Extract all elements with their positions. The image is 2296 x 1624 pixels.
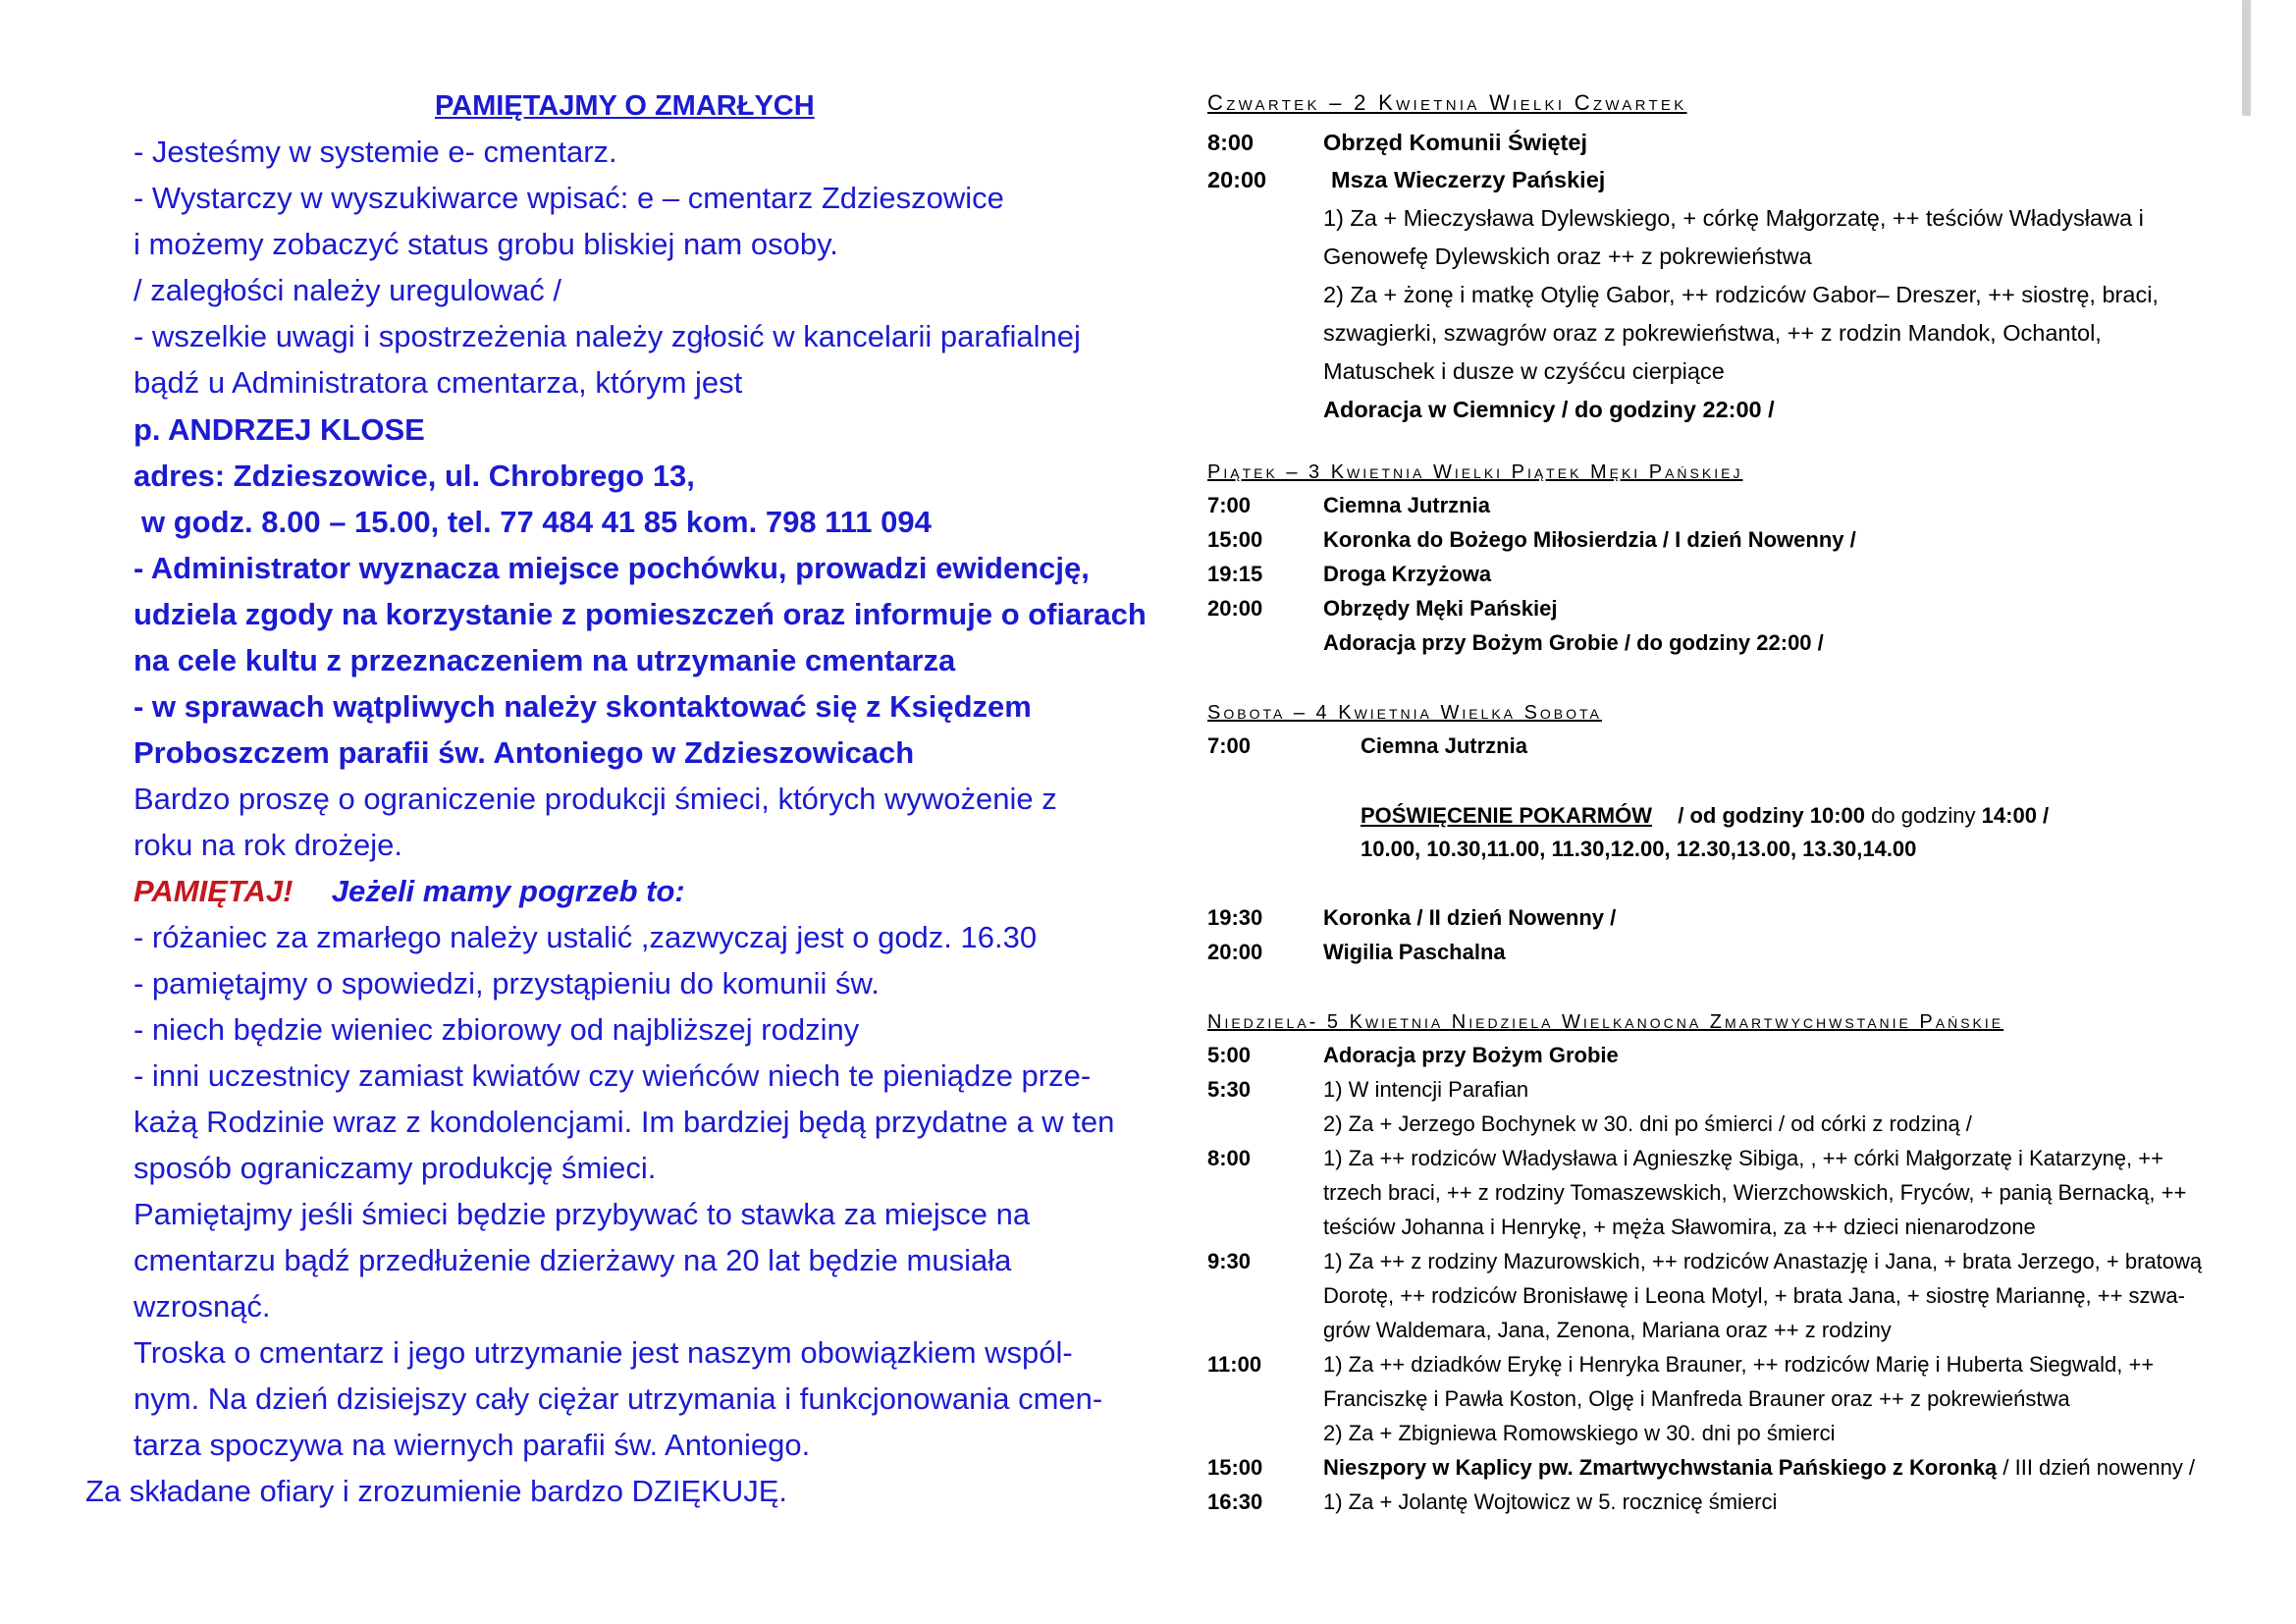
text-line: sposób ograniczamy produkcję śmieci. — [133, 1151, 657, 1185]
time: 19:15 — [1207, 562, 1263, 586]
time: 11:00 — [1207, 1352, 1262, 1377]
time: 15:00 — [1207, 1455, 1263, 1480]
text-line: - różaniec za zmarłego należy ustalić ,zazwyczaj jest o godz. 16.30 — [133, 920, 1038, 954]
vertical-scrollbar[interactable] — [2242, 0, 2251, 116]
text-line: bądź u Administratora cmentarza, którym jest — [133, 365, 743, 400]
intention: Dorotę, ++ rodziców Bronisławę i Leona Motyl, + brata Jana, + siostrę Mariannę, ++ szwa- — [1323, 1283, 2185, 1308]
event: Obrzędy Męki Pańskiej — [1323, 596, 1558, 621]
text-line: Pamiętajmy jeśli śmieci będzie przybywać to stawka za miejsce na — [133, 1197, 1031, 1231]
text-line: każą Rodzinie wraz z kondolencjami. Im bardziej będą przydatne a w ten — [133, 1105, 1115, 1139]
text-line: i możemy zobaczyć status grobu bliskiej nam osoby. — [133, 227, 838, 261]
intention: Genowefę Dylewskich oraz ++ z pokrewieństwa — [1323, 244, 1812, 269]
pamietaj-line — [133, 872, 685, 911]
text-line: Troska o cmentarz i jego utrzymanie jest naszym obowiązkiem wspól- — [133, 1335, 1073, 1370]
blessing-times: 10.00, 10.30,11.00, 11.30,12.00, 12.30,13.00, 13.30,14.00 — [1361, 837, 1917, 861]
event: Droga Krzyżowa — [1323, 562, 1492, 586]
intention: 2) Za + Zbigniewa Romowskiego w 30. dni po śmierci — [1323, 1421, 1836, 1445]
time: 9:30 — [1207, 1249, 1252, 1273]
time: 15:00 — [1207, 527, 1263, 552]
blessing-line — [1361, 801, 2049, 831]
pamietaj-text: Jeżeli mamy pogrzeb to: — [331, 874, 685, 908]
blessing-from: / od godziny — [1678, 803, 1804, 828]
text-line: - w sprawach wątpliwych należy skontaktować się z Księdzem — [133, 689, 1032, 724]
text-line: - Wystarczy w wyszukiwarce wpisać: e – cmentarz Zdzieszowice — [133, 181, 1004, 215]
intention: trzech braci, ++ z rodziny Tomaszewskich, Wierzchowskich, Fryców, + panią Bernacką, ++ — [1323, 1180, 2187, 1205]
administrator-name: p. ANDRZEJ KLOSE — [133, 412, 425, 447]
text-line: Bardzo proszę o ograniczenie produkcji śmieci, których wywożenie z — [133, 782, 1057, 816]
schedule-column — [1207, 0, 2287, 1624]
section-title-friday: Piątek – 3 Kwietnia Wielki Piątek Męki Pańskiej — [1207, 461, 1743, 483]
text-line: - wszelkie uwagi i spostrzeżenia należy zgłosić w kancelarii parafialnej — [133, 319, 1081, 353]
intention: Franciszkę i Pawła Koston, Olgę i Manfreda Brauner oraz ++ z pokrewieństwa — [1323, 1386, 2070, 1411]
text-line: - pamiętajmy o spowiedzi, przystąpieniu do komunii św. — [133, 966, 880, 1001]
intention: 1) Za ++ dziadków Erykę i Henryka Brauner, ++ rodziców Marię i Huberta Siegwald, ++ — [1323, 1352, 2155, 1377]
section-title-thursday: Czwartek – 2 Kwietnia Wielki Czwartek — [1207, 90, 1687, 115]
blessing-label: POŚWIĘCENIE POKARMÓW — [1361, 803, 1653, 828]
event: Adoracja w Ciemnicy / do godziny 22:00 / — [1323, 397, 1775, 422]
intention: 1) Za + Jolantę Wojtowicz w 5. rocznicę śmierci — [1323, 1489, 1778, 1514]
time: 7:00 — [1207, 733, 1252, 758]
event: Msza Wieczerzy Pańskiej — [1331, 167, 1606, 192]
closing-line: Za składane ofiary i zrozumienie bardzo DZIĘKUJĘ. — [85, 1474, 788, 1508]
event-vespers — [1323, 1453, 2195, 1483]
section-title-saturday: Sobota – 4 Kwietnia Wielka Sobota — [1207, 702, 1602, 724]
page-title: PAMIĘTAJMY O ZMARŁYCH — [435, 90, 815, 122]
intention: 2) Za + żonę i matkę Otylię Gabor, ++ rodziców Gabor– Dreszer, ++ siostrę, braci, — [1323, 282, 2159, 307]
intention: 1) Za ++ rodziców Władysława i Agnieszkę Sibiga, , ++ córki Małgorzatę i Katarzynę, ++ — [1323, 1146, 2163, 1170]
event: Koronka / II dzień Nowenny / — [1323, 905, 1617, 930]
intention: 1) W intencji Parafian — [1323, 1077, 1529, 1102]
text-line: roku na rok drożeje. — [133, 828, 402, 862]
time: 19:30 — [1207, 905, 1263, 930]
time: 20:00 — [1207, 596, 1263, 621]
text-line: - inni uczestnicy zamiast kwiatów czy wieńców niech te pieniądze prze- — [133, 1058, 1092, 1093]
time: 7:00 — [1207, 493, 1252, 517]
time: 5:00 — [1207, 1043, 1252, 1067]
time: 20:00 — [1207, 167, 1267, 192]
time: 16:30 — [1207, 1489, 1263, 1514]
event: Ciemna Jutrznia — [1323, 493, 1490, 517]
text-line: tarza spoczywa na wiernych parafii św. Antoniego. — [133, 1428, 811, 1462]
text-line: udziela zgody na korzystanie z pomieszczeń oraz informuje o ofiarach — [133, 597, 1147, 631]
administrator-address: adres: Zdzieszowice, ul. Chrobrego 13, — [133, 459, 695, 493]
time: 5:30 — [1207, 1077, 1252, 1102]
event: Koronka do Bożego Miłosierdzia / I dzień Nowenny / — [1323, 527, 1856, 552]
event: Obrzęd Komunii Świętej — [1323, 130, 1587, 155]
section-title-sunday: Niedziela- 5 Kwietnia Niedziela Wielkanocna Zmartwychwstanie Pańskie — [1207, 1011, 2004, 1033]
blessing-start: 10:00 — [1809, 803, 1865, 828]
blessing-to: do godziny — [1871, 803, 1976, 828]
event: Wigilia Paschalna — [1323, 940, 1506, 964]
intention: 1) Za + Mieczysława Dylewskiego, + córkę Małgorzatę, ++ teściów Władysława i — [1323, 205, 2144, 231]
text-line: wzrosnąć. — [133, 1289, 271, 1324]
intention: szwagierki, szwagrów oraz z pokrewieństwa, ++ z rodzin Mandok, Ochantol, — [1323, 320, 2102, 346]
event: Ciemna Jutrznia — [1361, 733, 1527, 758]
intention: 2) Za + Jerzego Bochynek w 30. dni po śmierci / od córki z rodziną / — [1323, 1111, 1972, 1136]
intention: teściów Johanna i Henrykę, + męża Sławomira, za ++ dzieci nienarodzone — [1323, 1215, 2036, 1239]
vespers-label: Nieszpory w Kaplicy pw. Zmartwychwstania Pańskiego z Koronką — [1323, 1455, 1998, 1480]
pamietaj-label: PAMIĘTAJ! — [133, 874, 294, 908]
text-line: cmentarzu bądź przedłużenie dzierżawy na 20 lat będzie musiała — [133, 1243, 1012, 1277]
blessing-end: 14:00 / — [1981, 803, 2050, 828]
event: Adoracja przy Bożym Grobie — [1323, 1043, 1619, 1067]
intention: 1) Za ++ z rodziny Mazurowskich, ++ rodziców Anastazję i Jana, + brata Jerzego, + bratową — [1323, 1249, 2203, 1273]
text-line: na cele kultu z przeznaczeniem na utrzymanie cmentarza — [133, 643, 956, 677]
text-line: nym. Na dzień dzisiejszy cały ciężar utrzymania i funkcjonowania cmen- — [133, 1381, 1103, 1416]
vespers-note: / III dzień nowenny / — [1997, 1455, 2196, 1480]
time: 8:00 — [1207, 130, 1255, 155]
text-line: Proboszczem parafii św. Antoniego w Zdzieszowicach — [133, 735, 915, 770]
intention: Matuschek i dusze w czyśćcu cierpiące — [1323, 358, 1725, 384]
text-line: - Administrator wyznacza miejsce pochówku, prowadzi ewidencję, — [133, 551, 1090, 585]
time: 8:00 — [1207, 1146, 1252, 1170]
intention: grów Waldemara, Jana, Zenona, Mariana oraz ++ z rodziny — [1323, 1318, 1892, 1342]
time: 20:00 — [1207, 940, 1263, 964]
administrator-hours: w godz. 8.00 – 15.00, tel. 77 484 41 85 kom. 798 111 094 — [141, 505, 932, 539]
text-line: - Jesteśmy w systemie e- cmentarz. — [133, 135, 617, 169]
text-line: - niech będzie wieniec zbiorowy od najbliższej rodziny — [133, 1012, 860, 1047]
event: Adoracja przy Bożym Grobie / do godziny 22:00 / — [1323, 630, 1824, 655]
text-line: / zaległości należy uregulować / — [133, 273, 561, 307]
